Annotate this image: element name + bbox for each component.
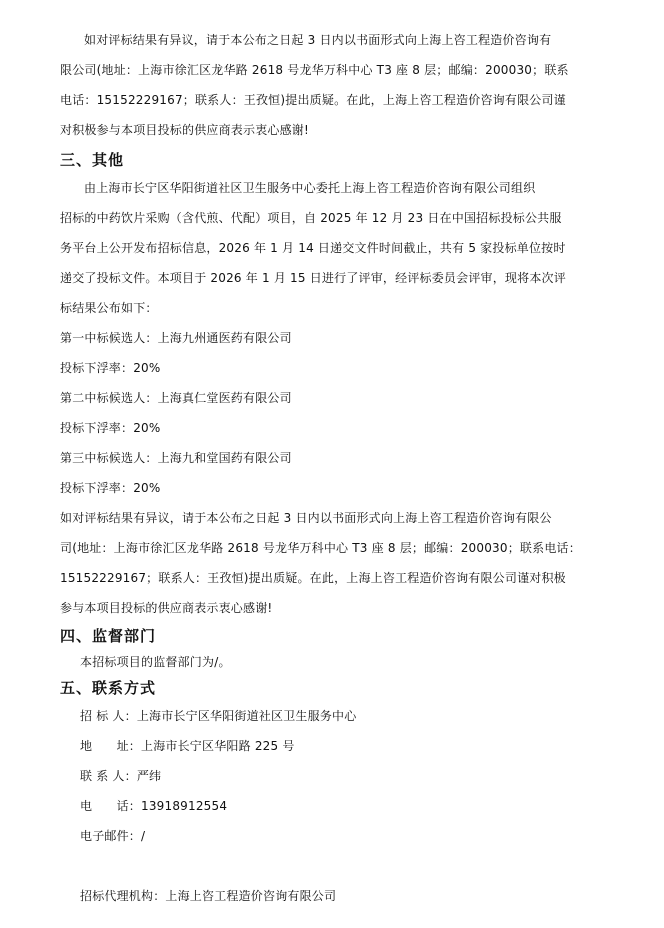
section3-intro-line-5: 标结果公布如下：	[60, 301, 158, 315]
candidate-2-label: 第二中标候选人：上海真仁堂医药有限公司	[60, 391, 292, 405]
section3-objection-line-2: 司(地址：上海市徐汇区龙华路 2618 号龙华万科中心 T3 座 8 层；邮编：200030；联系电话：	[60, 541, 581, 555]
contact-person: 联 系 人：严纬	[80, 769, 162, 783]
candidate-3-label: 第三中标候选人：上海九和堂国药有限公司	[60, 451, 292, 465]
section3-intro-line-3: 务平台上公开发布招标信息，2026 年 1 月 14 日递交文件时间截止，共有 5 家投标单位按时	[60, 241, 566, 255]
contact-phone: 电 话：13918912554	[80, 799, 228, 813]
section3-intro-line-2: 招标的中药饮片采购（含代煎、代配）项目，自 2025 年 12 月 23 日在中国招标投标公共服	[60, 211, 562, 225]
candidate-3-rate: 投标下浮率：20%	[60, 481, 161, 495]
section3-objection-line-1: 如对评标结果有异议，请于本公布之日起 3 日内以书面形式向上海上咨工程造价咨询有限公	[60, 511, 552, 525]
agency-line: 招标代理机构：上海上咨工程造价咨询有限公司	[80, 889, 337, 903]
section5-heading: 五、联系方式	[60, 679, 157, 697]
supervision-text: 本招标项目的监督部门为/。	[80, 655, 231, 669]
section3-heading: 三、其他	[60, 151, 125, 169]
intro-line-3: 电话：15152229167；联系人：王孜恒)提出质疑。在此，上海上咨工程造价咨询有限公司谨	[60, 93, 566, 107]
intro-line-2: 限公司(地址：上海市徐汇区龙华路 2618 号龙华万科中心 T3 座 8 层；邮编：200030；联系	[60, 63, 569, 77]
contact-address: 地 址：上海市长宁区华阳路 225 号	[80, 739, 295, 753]
intro-line-1: 如对评标结果有异议，请于本公布之日起 3 日内以书面形式向上海上咨工程造价咨询有	[84, 33, 552, 47]
section3-objection-line-4: 参与本项目投标的供应商表示衷心感谢!	[60, 601, 273, 615]
contact-tenderer: 招 标 人：上海市长宁区华阳街道社区卫生服务中心	[80, 709, 357, 723]
contact-email: 电子邮件：/	[80, 829, 146, 843]
candidate-1-label: 第一中标候选人：上海九州通医药有限公司	[60, 331, 292, 345]
candidate-2-rate: 投标下浮率：20%	[60, 421, 161, 435]
section3-objection-line-3: 15152229167；联系人：王孜恒)提出质疑。在此，上海上咨工程造价咨询有限公司谨对积极	[60, 571, 566, 585]
candidate-1-rate: 投标下浮率：20%	[60, 361, 161, 375]
section3-intro-line-1: 由上海市长宁区华阳街道社区卫生服务中心委托上海上咨工程造价咨询有限公司组织	[84, 181, 536, 195]
section3-intro-line-4: 递交了投标文件。本项目于 2026 年 1 月 15 日进行了评审，经评标委员会评审，现将本次评	[60, 271, 566, 285]
intro-line-4: 对积极参与本项目投标的供应商表示衷心感谢!	[60, 123, 310, 137]
section4-heading: 四、监督部门	[60, 627, 157, 645]
